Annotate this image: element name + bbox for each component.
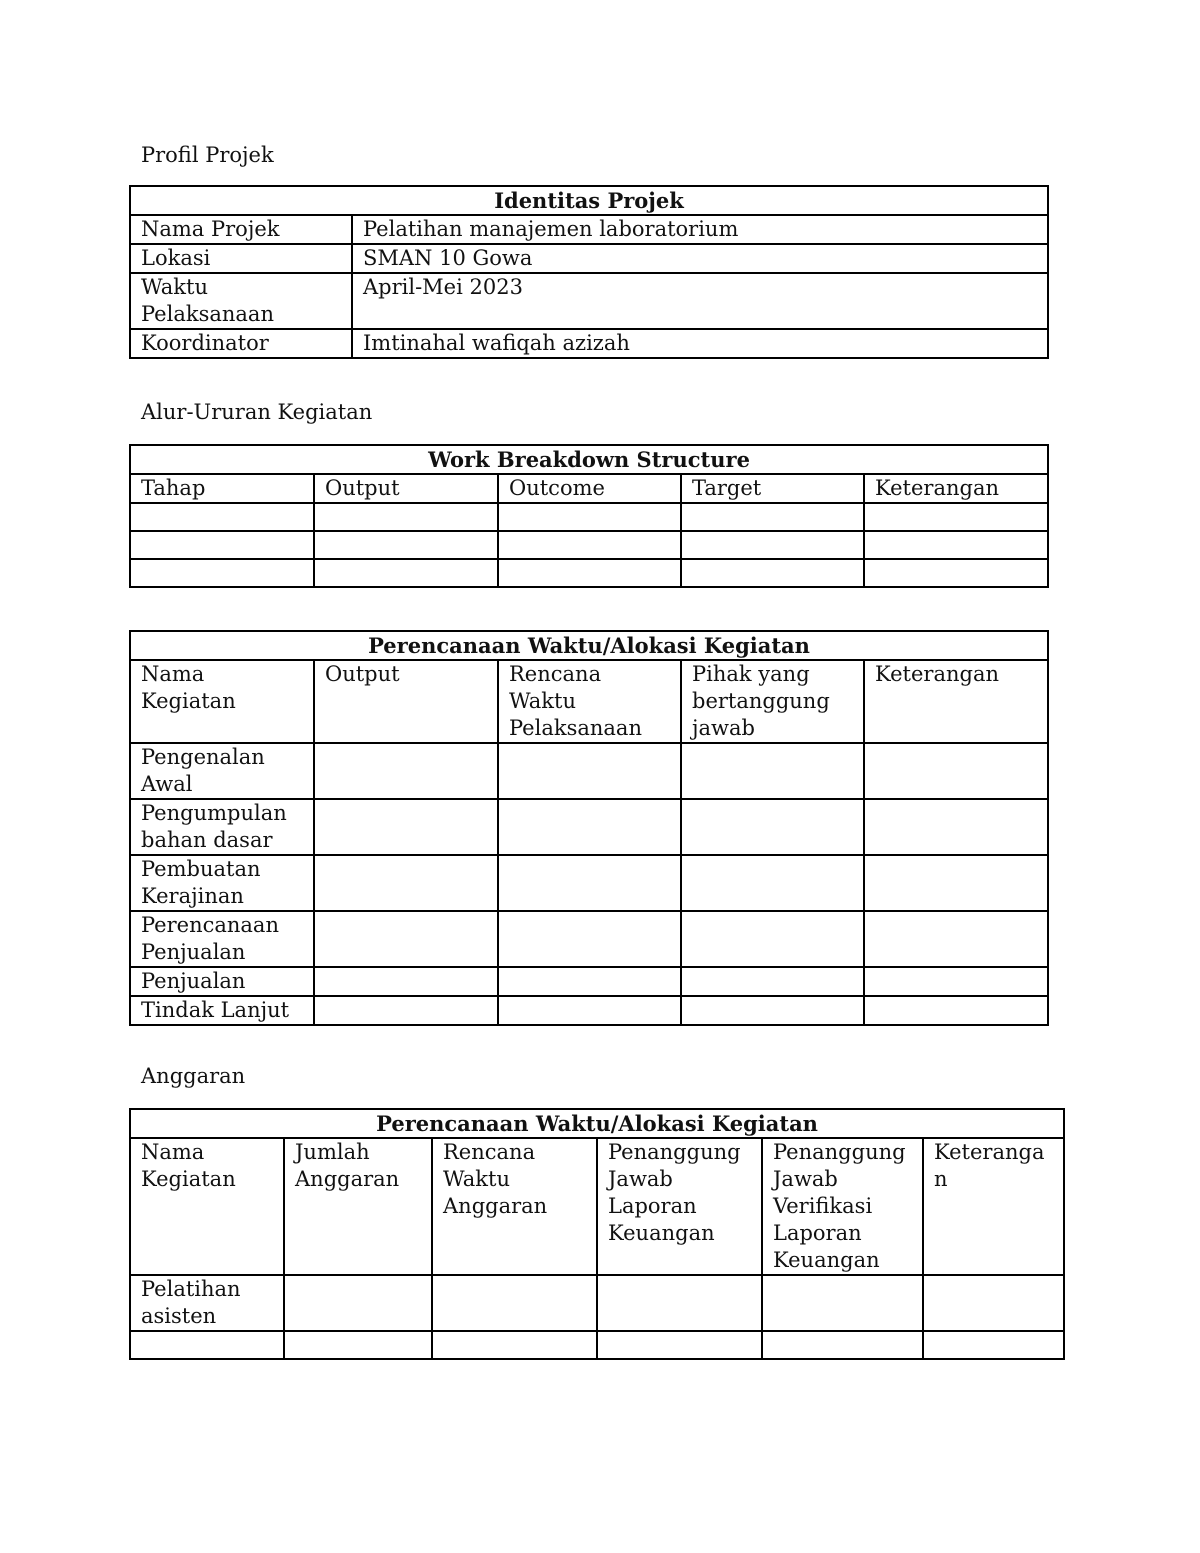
table-cell bbox=[498, 559, 681, 587]
row-label: Koordinator bbox=[130, 329, 352, 358]
table-title: Perencanaan Waktu/Alokasi Kegiatan bbox=[130, 1109, 1064, 1138]
table-cell bbox=[314, 743, 498, 799]
column-header: Nama Kegiatan bbox=[130, 1138, 284, 1275]
table-cell bbox=[498, 996, 681, 1025]
header-row bbox=[130, 660, 1048, 743]
table-cell bbox=[864, 503, 1048, 531]
profil-heading: Profil Projek bbox=[141, 143, 274, 167]
table-cell bbox=[597, 1275, 762, 1331]
table-cell bbox=[284, 1275, 432, 1331]
table-cell bbox=[130, 559, 314, 587]
table-title: Perencanaan Waktu/Alokasi Kegiatan bbox=[130, 631, 1048, 660]
column-header: Outcome bbox=[498, 474, 681, 503]
table-row bbox=[130, 996, 1048, 1025]
column-header: Penanggung Jawab Verifikasi Laporan Keuangan bbox=[762, 1138, 923, 1275]
table-cell bbox=[130, 531, 314, 559]
anggaran-heading: Anggaran bbox=[141, 1064, 246, 1088]
row-label: Lokasi bbox=[130, 244, 352, 273]
table-cell bbox=[314, 911, 498, 967]
column-header: Output bbox=[314, 660, 498, 743]
table-cell bbox=[864, 559, 1048, 587]
table-cell bbox=[762, 1331, 923, 1359]
column-header: Pihak yang bertanggung jawab bbox=[681, 660, 864, 743]
activity-name: Perencanaan Penjualan bbox=[130, 911, 314, 967]
column-header: Keterangan bbox=[923, 1138, 1064, 1275]
table-cell bbox=[314, 855, 498, 911]
table-cell bbox=[681, 743, 864, 799]
row-label: Waktu Pelaksanaan bbox=[130, 273, 352, 329]
activity-name: Pembuatan Kerajinan bbox=[130, 855, 314, 911]
table-cell bbox=[762, 1275, 923, 1331]
activity-name bbox=[130, 1331, 284, 1359]
row-value: April-Mei 2023 bbox=[352, 273, 1048, 329]
column-header: Jumlah Anggaran bbox=[284, 1138, 432, 1275]
table-cell bbox=[681, 531, 864, 559]
table-cell bbox=[314, 531, 498, 559]
table-cell bbox=[498, 531, 681, 559]
column-header: Nama Kegiatan bbox=[130, 660, 314, 743]
column-header: Rencana Waktu Pelaksanaan bbox=[498, 660, 681, 743]
table-cell bbox=[681, 855, 864, 911]
alur-heading: Alur-Ururan Kegiatan bbox=[141, 400, 373, 424]
table-row bbox=[130, 1275, 1064, 1331]
column-header: Output bbox=[314, 474, 498, 503]
header-row bbox=[130, 1138, 1064, 1275]
table-cell bbox=[314, 799, 498, 855]
activity-name: Tindak Lanjut bbox=[130, 996, 314, 1025]
table-cell bbox=[864, 855, 1048, 911]
activity-name: Pengumpulan bahan dasar bbox=[130, 799, 314, 855]
row-value: Imtinahal wafiqah azizah bbox=[352, 329, 1048, 358]
activity-name: Penjualan bbox=[130, 967, 314, 996]
table-cell bbox=[498, 911, 681, 967]
activity-name: Pengenalan Awal bbox=[130, 743, 314, 799]
table-row bbox=[130, 503, 1048, 531]
activity-name: Pelatihan asisten bbox=[130, 1275, 284, 1331]
table-title: Work Breakdown Structure bbox=[130, 445, 1048, 474]
table-cell bbox=[923, 1331, 1064, 1359]
table-cell bbox=[597, 1331, 762, 1359]
table-cell bbox=[681, 799, 864, 855]
table-cell bbox=[681, 996, 864, 1025]
table-title: Identitas Projek bbox=[130, 186, 1048, 215]
wbs-table bbox=[129, 444, 1049, 588]
header-row bbox=[130, 474, 1048, 503]
table-cell bbox=[681, 503, 864, 531]
perencanaan-table bbox=[129, 630, 1049, 1026]
table-row bbox=[130, 273, 1048, 329]
table-cell bbox=[864, 996, 1048, 1025]
column-header: Keterangan bbox=[864, 474, 1048, 503]
table-cell bbox=[432, 1331, 597, 1359]
column-header: Tahap bbox=[130, 474, 314, 503]
identitas-projek-table bbox=[129, 185, 1049, 359]
anggaran-table bbox=[129, 1108, 1065, 1360]
table-row bbox=[130, 743, 1048, 799]
table-row bbox=[130, 911, 1048, 967]
table-row bbox=[130, 855, 1048, 911]
column-header: Target bbox=[681, 474, 864, 503]
table-cell bbox=[498, 503, 681, 531]
table-row bbox=[130, 329, 1048, 358]
table-cell bbox=[130, 503, 314, 531]
table-cell bbox=[432, 1275, 597, 1331]
table-cell bbox=[314, 996, 498, 1025]
table-cell bbox=[498, 743, 681, 799]
table-cell bbox=[498, 855, 681, 911]
table-cell bbox=[681, 559, 864, 587]
column-header: Rencana Waktu Anggaran bbox=[432, 1138, 597, 1275]
table-cell bbox=[864, 911, 1048, 967]
table-row bbox=[130, 244, 1048, 273]
table-cell bbox=[864, 799, 1048, 855]
table-cell bbox=[314, 967, 498, 996]
row-value: SMAN 10 Gowa bbox=[352, 244, 1048, 273]
table-cell bbox=[864, 743, 1048, 799]
table-row bbox=[130, 967, 1048, 996]
table-cell bbox=[314, 503, 498, 531]
table-row bbox=[130, 215, 1048, 244]
table-row bbox=[130, 531, 1048, 559]
table-cell bbox=[314, 559, 498, 587]
table-cell bbox=[864, 531, 1048, 559]
row-label: Nama Projek bbox=[130, 215, 352, 244]
row-value: Pelatihan manajemen laboratorium bbox=[352, 215, 1048, 244]
table-cell bbox=[498, 967, 681, 996]
table-row bbox=[130, 559, 1048, 587]
table-cell bbox=[498, 799, 681, 855]
table-cell bbox=[864, 967, 1048, 996]
column-header: Penanggung Jawab Laporan Keuangan bbox=[597, 1138, 762, 1275]
column-header: Keterangan bbox=[864, 660, 1048, 743]
table-cell bbox=[681, 967, 864, 996]
table-cell bbox=[681, 911, 864, 967]
table-row bbox=[130, 1331, 1064, 1359]
table-row bbox=[130, 799, 1048, 855]
table-cell bbox=[284, 1331, 432, 1359]
table-cell bbox=[923, 1275, 1064, 1331]
